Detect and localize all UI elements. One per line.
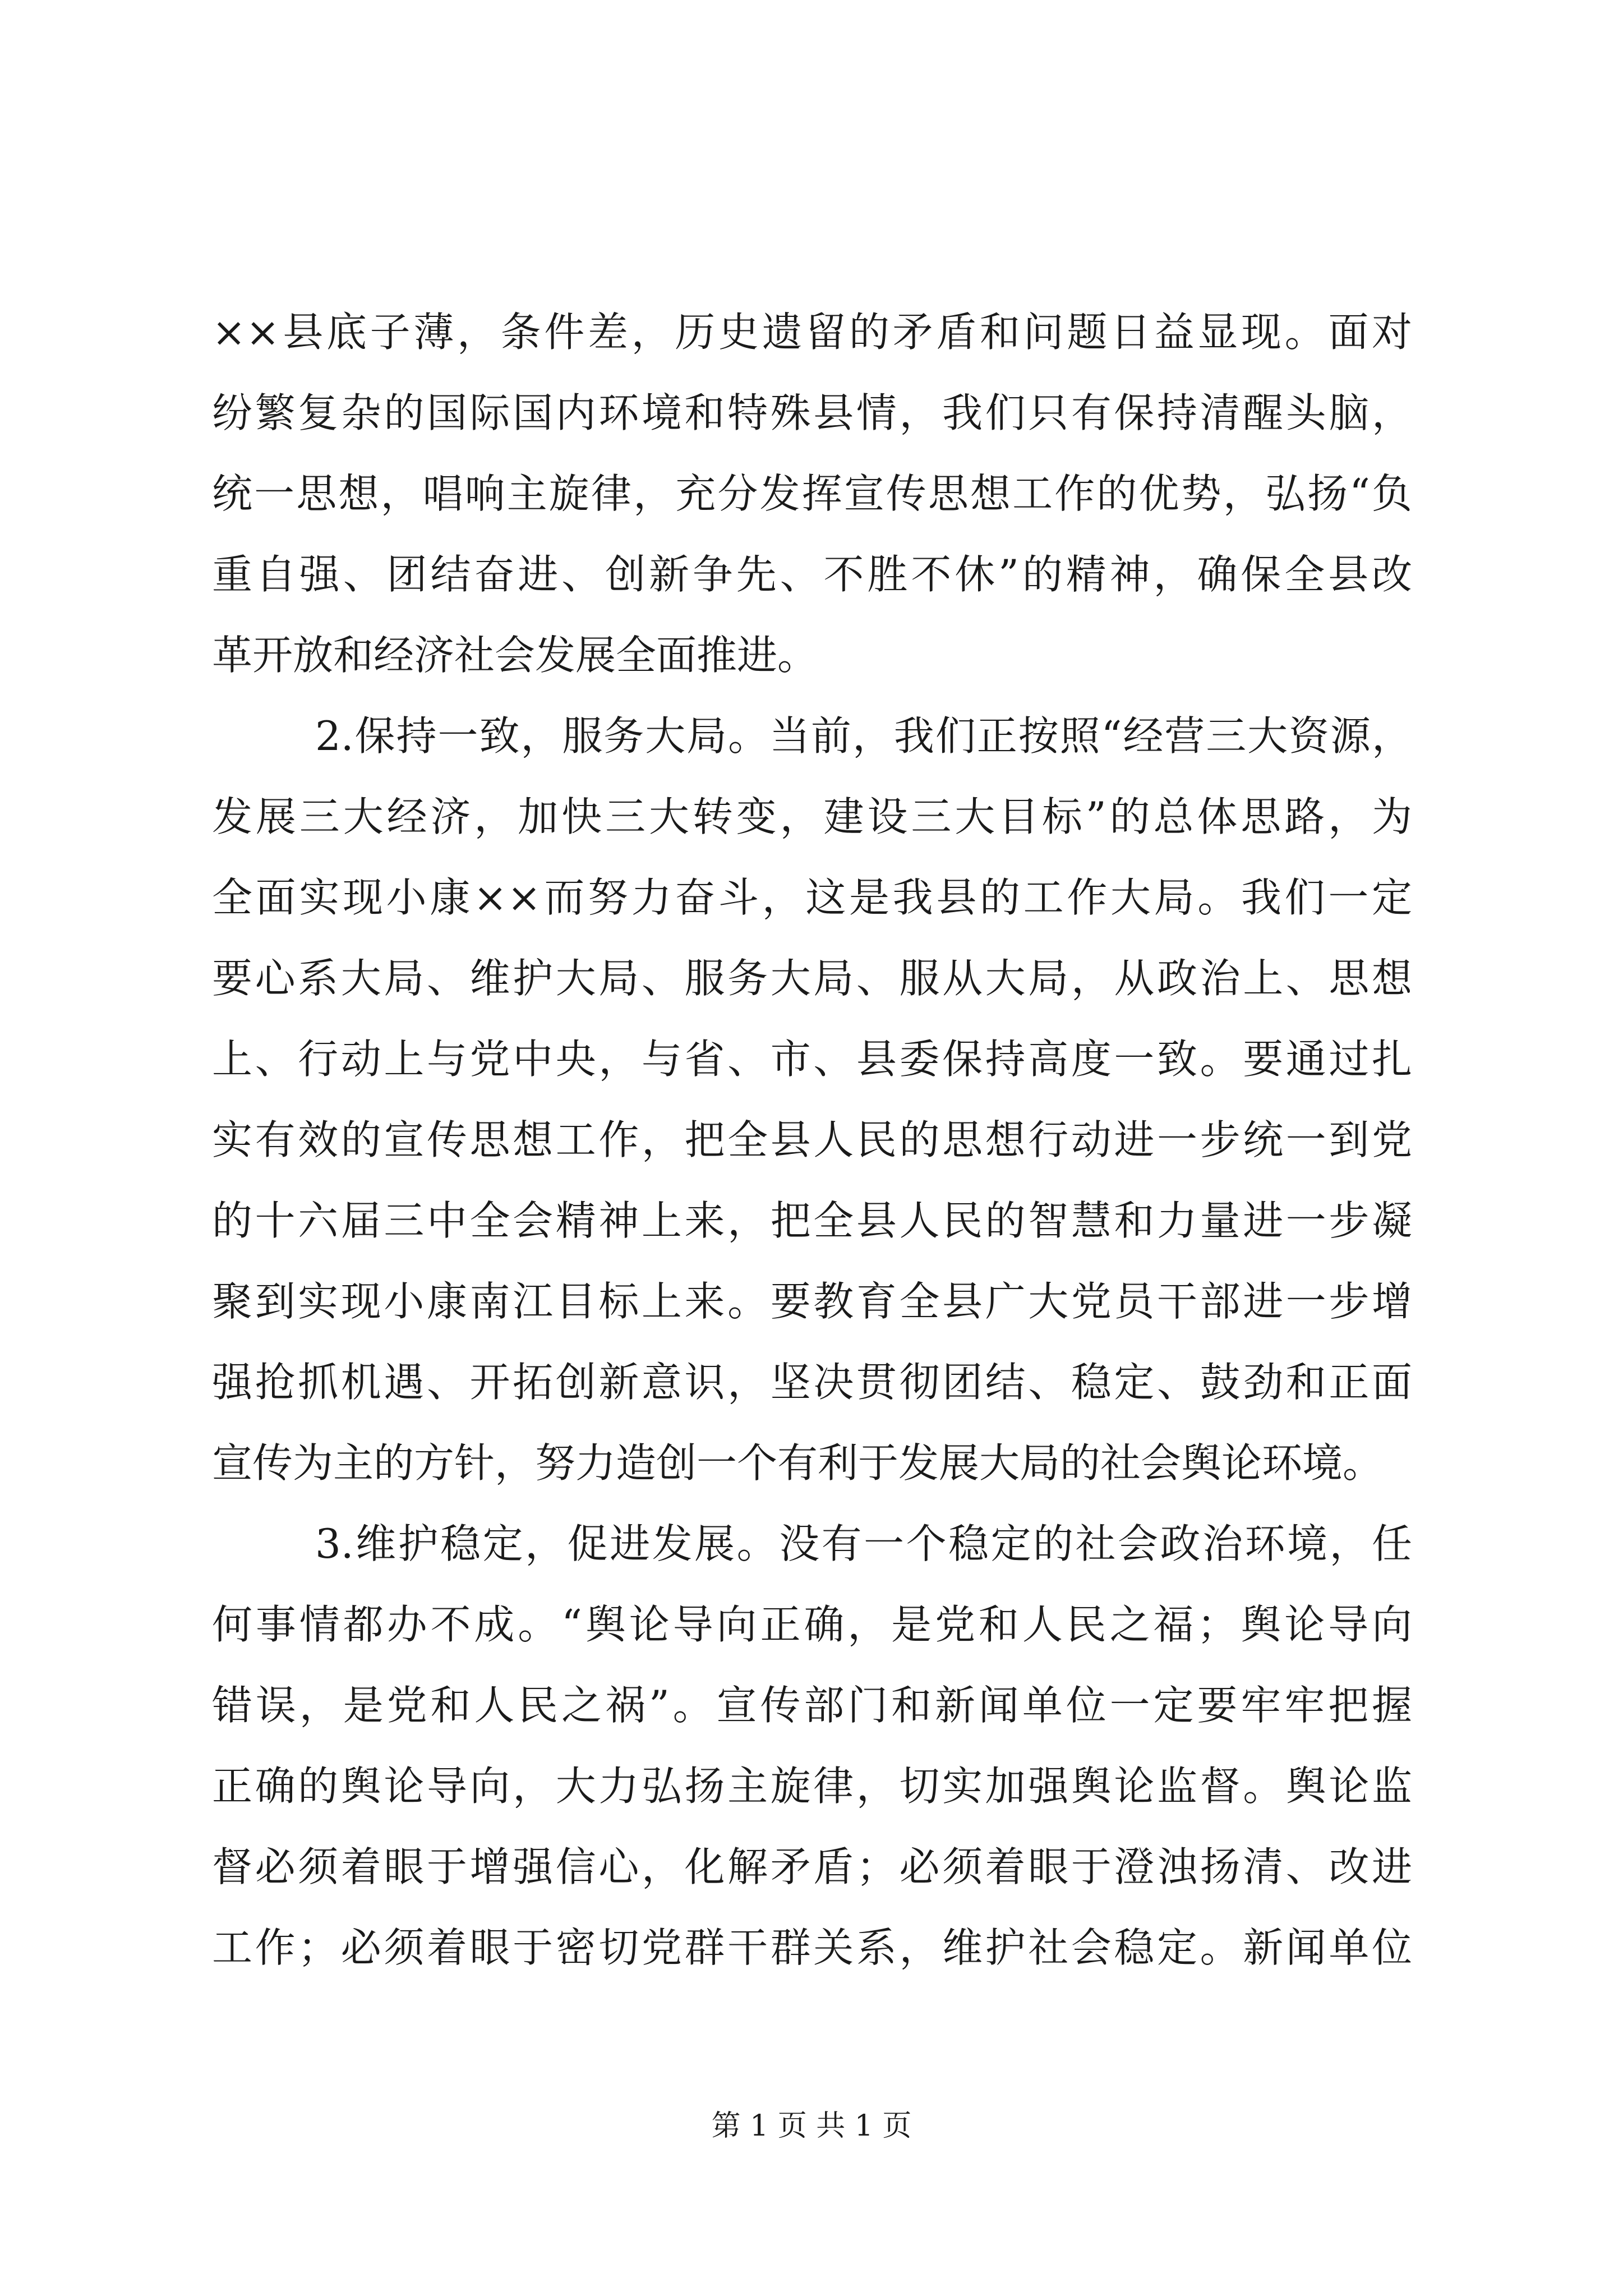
page-number-footer: 第 1 页 共 1 页 [711,2109,912,2143]
text-line: 工作；必须着眼于密切党群干群关系，维护社会稳定。新闻单位 [212,1924,1412,1971]
text-line: 上、行动上与党中央，与省、市、县委保持高度一致。要通过扎 [212,1036,1412,1083]
text-line: 发展三大经济，加快三大转变，建设三大目标”的总体思路，为 [212,793,1412,840]
text-line: 革开放和经济社会发展全面推进。 [212,632,818,679]
text-line: 重自强、团结奋进、创新争先、不胜不休”的精神，确保全县改 [212,551,1412,598]
body-text [212,292,1412,1988]
text-line: 强抢抓机遇、开拓创新意识，坚决贯彻团结、稳定、鼓劲和正面 [212,1359,1412,1406]
text-line: ××县底子薄，条件差，历史遗留的矛盾和问题日益显现。面对 [212,309,1412,356]
text-line: 何事情都办不成。“舆论导向正确，是党和人民之福；舆论导向 [212,1601,1412,1648]
text-line: 实有效的宣传思想工作，把全县人民的思想行动进一步统一到党 [212,1116,1412,1163]
text-line: 要心系大局、维护大局、服务大局、服从大局，从政治上、思想 [212,955,1412,1002]
paragraph-heading-line: 3.维护稳定，促进发展。没有一个稳定的社会政治环境，任 [315,1520,1412,1567]
text-line: 宣传为主的方针，努力造创一个有利于发展大局的社会舆论环境。 [212,1439,1384,1487]
text-line: 错误，是党和人民之祸”。宣传部门和新闻单位一定要牢牢把握 [212,1682,1412,1729]
text-line: 正确的舆论导向，大力弘扬主旋律，切实加强舆论监督。舆论监 [212,1763,1412,1810]
text-line: 督必须着眼于增强信心，化解矛盾；必须着眼于澄浊扬清、改进 [212,1843,1412,1890]
text-line: 纷繁复杂的国际国内环境和特殊县情，我们只有保持清醒头脑， [212,389,1412,436]
text-line: 统一思想，唱响主旋律，充分发挥宣传思想工作的优势，弘扬“负 [212,470,1412,517]
text-line: 全面实现小康××而努力奋斗，这是我县的工作大局。我们一定 [212,874,1412,921]
paragraph-heading-line: 2.保持一致，服务大局。当前，我们正按照“经营三大资源， [315,712,1412,760]
text-line: 聚到实现小康南江目标上来。要教育全县广大党员干部进一步增 [212,1278,1412,1325]
text-line: 的十六届三中全会精神上来，把全县人民的智慧和力量进一步凝 [212,1197,1412,1244]
